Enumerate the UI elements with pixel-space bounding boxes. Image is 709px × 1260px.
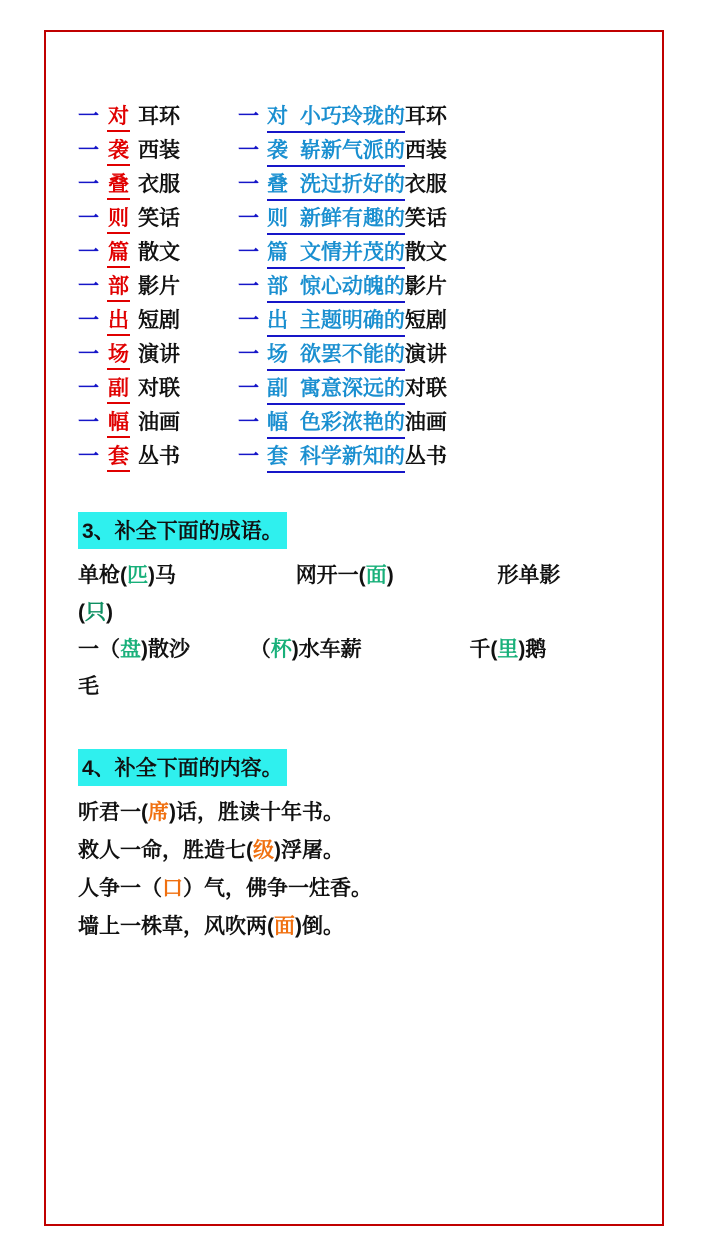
proverb-answer: 席 xyxy=(148,801,169,824)
idiom-text: )散沙 xyxy=(141,638,190,661)
noun: 对联 xyxy=(138,377,180,400)
section-4-heading: 4、补全下面的内容。 xyxy=(78,749,287,786)
idiom-text: )水车薪 xyxy=(291,638,362,661)
proverb-text: 人争一（ xyxy=(78,877,162,900)
modifier-phrase: 寓意深远的 xyxy=(299,377,405,400)
spacer xyxy=(78,549,634,559)
idiom-text: )鹅 xyxy=(518,638,547,661)
idiom-text: ) xyxy=(386,564,394,587)
idiom-text: （ xyxy=(249,638,271,661)
noun: 耳环 xyxy=(404,105,447,128)
numeral-yi: 一 xyxy=(78,173,99,196)
list-item xyxy=(78,270,634,304)
modifier-phrase: 新鲜有趣的 xyxy=(299,207,405,230)
proverb-text: )倒。 xyxy=(295,915,344,938)
measure-word-blue: 袭 xyxy=(267,139,288,162)
numeral-yi: 一 xyxy=(78,377,99,400)
noun: 散文 xyxy=(138,241,180,264)
idiom-answer: 里 xyxy=(497,638,519,661)
idiom-line-3 xyxy=(78,633,634,670)
noun: 衣服 xyxy=(138,173,180,196)
numeral-yi: 一 xyxy=(238,445,259,468)
noun: 影片 xyxy=(404,275,447,298)
idiom-answer: 面 xyxy=(365,564,387,587)
proverb-answer: 级 xyxy=(253,839,274,862)
noun: 油画 xyxy=(404,411,447,434)
measure-word-red: 出 xyxy=(107,304,130,336)
numeral-yi: 一 xyxy=(238,411,259,434)
modifier-phrase: 主题明确的 xyxy=(299,309,405,332)
noun: 笑话 xyxy=(404,207,447,230)
noun: 短剧 xyxy=(404,309,447,332)
proverb-answer: 口 xyxy=(162,877,183,900)
numeral-yi: 一 xyxy=(238,377,259,400)
list-item xyxy=(78,202,634,236)
modifier-phrase: 欲罢不能的 xyxy=(299,343,405,366)
numeral-yi: 一 xyxy=(238,309,259,332)
measure-word-blue: 套 xyxy=(267,445,288,468)
idiom-text: ( xyxy=(78,601,85,624)
noun: 衣服 xyxy=(404,173,447,196)
proverb-text: )浮屠。 xyxy=(274,839,344,862)
idiom-answer: 只 xyxy=(85,601,106,624)
idiom-text: 一（ xyxy=(78,638,120,661)
numeral-yi: 一 xyxy=(78,309,99,332)
measure-word-blue: 副 xyxy=(267,377,288,400)
noun: 丛书 xyxy=(404,445,447,468)
measure-word-red: 幅 xyxy=(107,406,130,438)
list-item xyxy=(78,440,634,474)
measure-word-red: 叠 xyxy=(107,168,130,200)
noun: 影片 xyxy=(138,275,180,298)
proverb-answer: 面 xyxy=(274,915,295,938)
modifier-phrase: 色彩浓艳的 xyxy=(299,411,405,434)
measure-word-red: 则 xyxy=(107,202,130,234)
modifier-phrase: 文情并茂的 xyxy=(299,241,405,264)
noun: 丛书 xyxy=(138,445,180,468)
measure-word-red: 副 xyxy=(107,372,130,404)
noun: 笑话 xyxy=(138,207,180,230)
measure-word-red: 袭 xyxy=(107,134,130,166)
idiom-answer: 匹 xyxy=(127,564,148,587)
measure-word-blue: 篇 xyxy=(267,241,288,264)
noun: 演讲 xyxy=(138,343,180,366)
numeral-yi: 一 xyxy=(78,105,99,128)
measure-word-blue: 对 xyxy=(267,105,288,128)
noun: 散文 xyxy=(404,241,447,264)
measure-word-red: 套 xyxy=(107,440,130,472)
spacer xyxy=(78,786,634,796)
proverb-text: )话，胜读十年书。 xyxy=(169,801,344,824)
numeral-yi: 一 xyxy=(78,139,99,162)
measure-word-blue: 场 xyxy=(267,343,288,366)
modifier-phrase: 科学新知的 xyxy=(299,445,405,468)
numeral-yi: 一 xyxy=(78,411,99,434)
idiom-text: 网开一( xyxy=(295,564,366,587)
measure-word-blue: 出 xyxy=(267,309,288,332)
list-item xyxy=(78,134,634,168)
list-item xyxy=(78,100,634,134)
section-3-heading: 3、补全下面的成语。 xyxy=(78,512,287,549)
list-item xyxy=(78,236,634,270)
numeral-yi: 一 xyxy=(78,241,99,264)
spacer xyxy=(78,707,634,749)
noun: 对联 xyxy=(404,377,447,400)
idiom-text: 单枪( xyxy=(78,564,127,587)
list-item xyxy=(78,338,634,372)
list-item xyxy=(78,168,634,202)
numeral-yi: 一 xyxy=(238,105,259,128)
noun: 西装 xyxy=(404,139,447,162)
numeral-yi: 一 xyxy=(238,173,259,196)
list-item xyxy=(78,372,634,406)
numeral-yi: 一 xyxy=(238,139,259,162)
proverb-text: 救人一命，胜造七( xyxy=(78,839,253,862)
numeral-yi: 一 xyxy=(238,275,259,298)
modifier-phrase: 小巧玲珑的 xyxy=(299,105,405,128)
idiom-answer: 杯 xyxy=(270,638,292,661)
noun: 演讲 xyxy=(404,343,447,366)
idiom-line-1 xyxy=(78,559,634,596)
numeral-yi: 一 xyxy=(78,445,99,468)
idiom-text: ) xyxy=(106,601,113,624)
modifier-phrase: 惊心动魄的 xyxy=(299,275,405,298)
modifier-phrase: 洗过折好的 xyxy=(299,173,405,196)
worksheet-page xyxy=(44,30,664,1226)
measure-word-red: 篇 xyxy=(107,236,130,268)
idiom-text: 形单影 xyxy=(497,564,561,587)
noun: 油画 xyxy=(138,411,180,434)
proverb-text: 墙上一株草，风吹两( xyxy=(78,915,274,938)
proverb-line xyxy=(78,872,634,910)
measure-word-blue: 叠 xyxy=(267,173,288,196)
proverb-line xyxy=(78,910,634,948)
idiom-line-4: 毛 xyxy=(78,675,99,698)
modifier-phrase: 崭新气派的 xyxy=(299,139,405,162)
measure-word-blue: 部 xyxy=(267,275,288,298)
idiom-answer: 盘 xyxy=(120,638,141,661)
noun: 西装 xyxy=(138,139,180,162)
measure-word-red: 对 xyxy=(107,100,130,132)
numeral-yi: 一 xyxy=(78,207,99,230)
noun: 耳环 xyxy=(138,105,180,128)
proverb-text: ）气，佛争一炷香。 xyxy=(183,877,372,900)
proverb-line xyxy=(78,796,634,834)
measure-word-red: 场 xyxy=(107,338,130,370)
list-item xyxy=(78,406,634,440)
numeral-yi: 一 xyxy=(238,343,259,366)
measure-word-blue: 则 xyxy=(267,207,288,230)
numeral-yi: 一 xyxy=(238,207,259,230)
measure-word-blue: 幅 xyxy=(267,411,288,434)
proverb-line xyxy=(78,834,634,872)
idiom-line-2 xyxy=(78,596,634,633)
noun: 短剧 xyxy=(138,309,180,332)
numeral-yi: 一 xyxy=(78,343,99,366)
numeral-yi: 一 xyxy=(238,241,259,264)
spacer xyxy=(78,474,634,512)
idiom-text: )马 xyxy=(148,564,176,587)
idiom-text: 千( xyxy=(469,638,498,661)
worksheet-content xyxy=(78,100,634,948)
list-item xyxy=(78,304,634,338)
numeral-yi: 一 xyxy=(78,275,99,298)
quantifier-pairs-list xyxy=(78,100,634,474)
proverb-text: 听君一( xyxy=(78,801,148,824)
measure-word-red: 部 xyxy=(107,270,130,302)
